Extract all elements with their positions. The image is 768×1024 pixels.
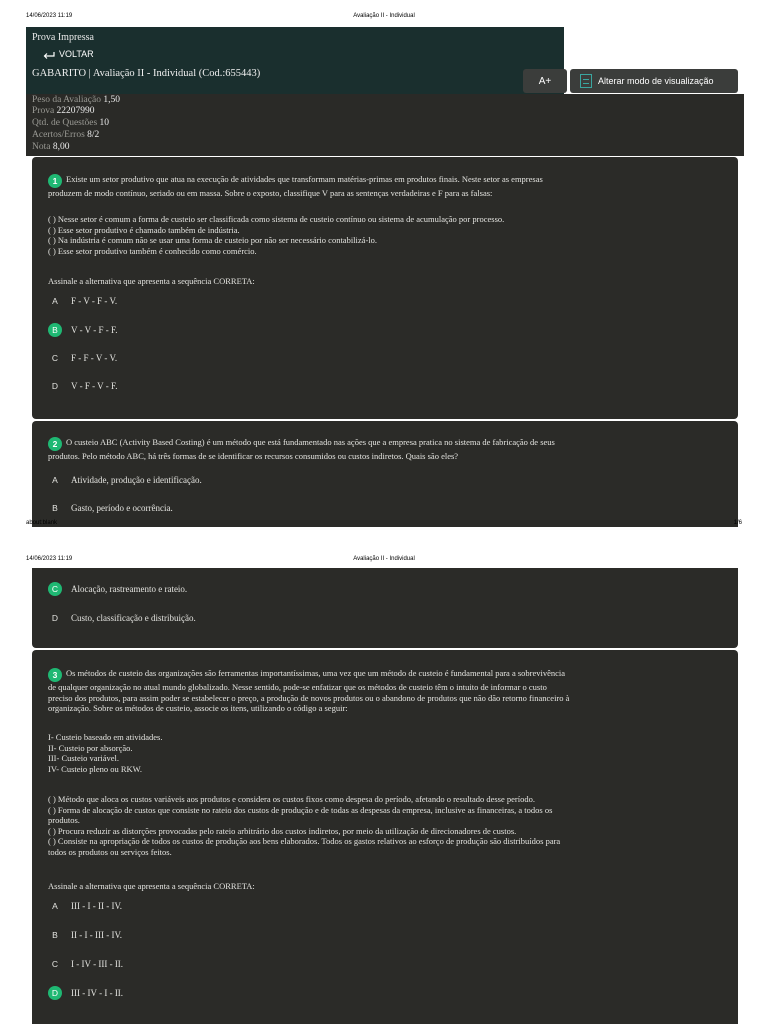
info-qtd: Qtd. de Questões 10	[32, 118, 110, 128]
print-page-number: 1/6	[733, 520, 742, 526]
q3-option-c[interactable]: C I - IV - III - II.	[51, 959, 124, 969]
q3-option-d[interactable]: D III - IV - I - II.	[48, 986, 123, 1000]
back-label: VOLTAR	[59, 49, 94, 59]
exam-info	[26, 94, 744, 156]
question-number-badge: 3	[48, 668, 62, 682]
back-button[interactable]	[42, 49, 94, 59]
return-arrow-icon	[42, 50, 56, 59]
q1-option-b[interactable]: B V - V - F - F.	[48, 323, 118, 337]
question-number-badge: 1	[48, 174, 62, 188]
print-footer-page-1	[0, 517, 768, 529]
question-1-prompt: Assinale a alternativa que apresenta a sequência CORRETA:	[48, 276, 255, 286]
correct-answer-badge: C	[48, 582, 62, 596]
q2-option-d[interactable]: D Custo, classificação e distribuição.	[51, 613, 196, 623]
exam-subtitle: GABARITO | Avaliação II - Individual (Cod.:655443)	[32, 68, 261, 79]
question-number-badge: 2	[48, 437, 62, 451]
q3-option-b[interactable]: B II - I - III - IV.	[52, 930, 123, 940]
change-view-mode-label: Alterar modo de visualização	[598, 76, 714, 86]
q2-option-b[interactable]: B Gasto, período e ocorrência.	[52, 503, 173, 513]
page-break	[0, 527, 768, 551]
question-3-text: 3 Os métodos de custeio das organizações são ferramentas importantíssimas, uma vez que um método de custeio é fundamental para a sobrevivência de qualquer organização no atual mundo globalizado. Nesse sentido, pode-se enfatizar que os métodos de custeio têm o intuito de informar o custo preciso dos produtos, para assim poder se estabelecer o preço, a produção de novos produtos ou o abandono de produtos que não dão retorno financeiro à organização. Sobre os métodos de custeio, associe os itens, utilizando o código a seguir:	[48, 668, 570, 713]
question-3-statements: ( ) Método que aloca os custos variáveis aos produtos e considera os custos fixos como despesa do período, afetando o resultado desse período. ( ) Forma de alocação de custos que consiste no rateio dos custos de produção e de todas as despesas da empresa, inclusive as financeiras, a todos os produtos. ( ) Procura reduzir as distorções provocadas pelo rateio arbitrário dos custos indiretos, por meio da utilização de direcionadores de custos. ( ) Consiste na apropriação de todos os custos de produção aos bens elaborados. Todos os gastos relativos ao esforço de produção são distribuídos para todos os produtos ou serviços feitos.	[48, 794, 561, 857]
q2-option-a[interactable]: A Atividade, produção e identificação.	[52, 475, 202, 485]
print-header-page-2: 14/06/2023 11:19 Avaliação II - Individual	[26, 556, 415, 562]
q1-option-c[interactable]: C F - F - V - V.	[51, 353, 118, 363]
print-datetime: 14/06/2023 11:19	[26, 13, 73, 19]
q3-option-a[interactable]: A III - I - II - IV.	[52, 901, 123, 911]
info-peso: Peso da Avaliação 1,50	[32, 95, 120, 105]
question-3-prompt: Assinale a alternativa que apresenta a sequência CORRETA:	[48, 881, 255, 891]
question-2-text: 2 O custeio ABC (Activity Based Costing) é um método que está fundamentado nas ações que a empresa pratica no sistema de fabricação de seus produtos. Pelo método ABC, há três formas de se identificar os recursos consumidos ou custos indiretos. Quais são eles?	[48, 437, 555, 461]
correct-answer-badge: B	[48, 323, 62, 337]
document-icon	[580, 74, 592, 88]
question-3-codes: I- Custeio baseado em atividades. II- Custeio por absorção. III- Custeio variável. IV- Custeio pleno ou RKW.	[48, 732, 163, 774]
question-card-2-continued	[32, 568, 738, 648]
increase-font-button[interactable]: A+	[523, 69, 567, 93]
info-nota: Nota 8,00	[32, 142, 70, 152]
q2-option-c[interactable]: C Alocação, rastreamento e rateio.	[48, 582, 187, 596]
q1-option-a[interactable]: A F - V - F - V.	[52, 296, 118, 306]
info-prova: Prova 22207990	[32, 106, 95, 116]
question-1-text: 1 Existe um setor produtivo que atua na execução de atividades que transformam matérias-primas em produtos finais. Neste setor as empresas produzem de modo contínuo, seriado ou em massa. Sobre o exposto, classifique V para as sentenças verdadeiras e F para as falsas:	[48, 174, 543, 198]
page-header	[26, 27, 564, 94]
question-1-statements: ( ) Nesse setor é comum a forma de custeio ser classificada como sistema de custeio contínuo ou sistema de acumulação por processo. ( ) Esse setor produtivo é chamado também de indústria. ( ) Na indústria é comum não se usar uma forma de custeio por não ser necessário contabilizá-lo. ( ) Esse setor produtivo também é conhecido como comércio.	[48, 214, 505, 256]
q1-option-d[interactable]: D V - F - V - F.	[51, 381, 118, 391]
print-header-page-1	[0, 10, 768, 22]
correct-answer-badge: D	[48, 986, 62, 1000]
info-acertos: Acertos/Erros 8/2	[32, 130, 100, 140]
print-doc-title: Avaliação II - Individual	[353, 13, 415, 19]
change-view-mode-button[interactable]	[570, 69, 738, 93]
print-url: about:blank	[26, 520, 58, 526]
page-title: Prova Impressa	[32, 32, 94, 43]
